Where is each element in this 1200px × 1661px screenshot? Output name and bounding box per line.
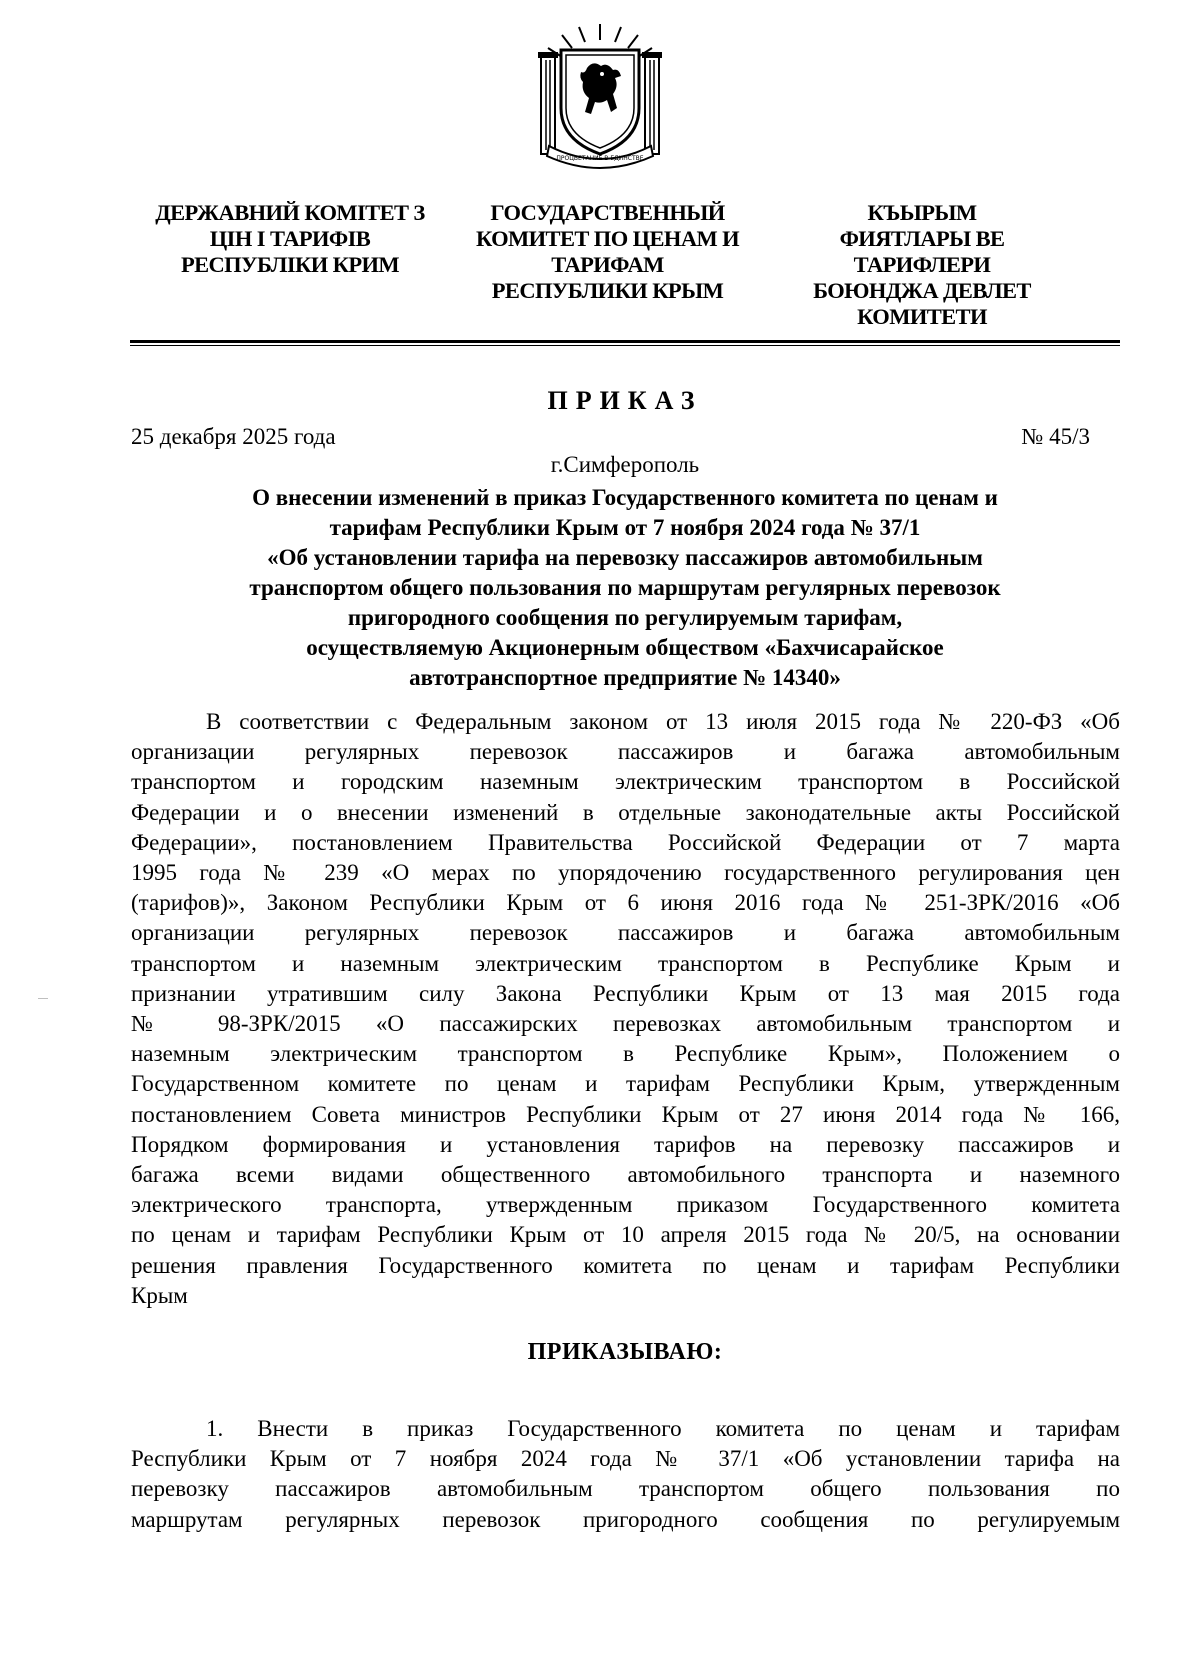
preamble-line: В соответствии с Федеральным законом от 13 июля 2015 года № 220-ФЗ «Об <box>206 709 1120 734</box>
preamble-line: багажа всеми видами общественного автомобильного транспорта и наземного <box>131 1162 1120 1188</box>
preamble-line: Порядком формирования и установления тарифов на перевозку пассажиров и <box>131 1131 1120 1157</box>
preamble-line: (тарифов)», Законом Республики Крым от 6 июня 2016 года № 251-ЗРК/2016 «Об <box>131 890 1120 916</box>
document-city: г.Симферополь <box>550 452 700 477</box>
header-ua-line: ДЕРЖАВНИЙ КОМІТЕТ З <box>155 200 425 225</box>
preamble-paragraph <box>131 707 1120 1311</box>
header-ua-line: РЕСПУБЛІКИ КРИМ <box>180 252 400 277</box>
preamble-line: организации регулярных перевозок пассажиров и багажа автомобильным <box>131 920 1120 946</box>
item1-line: 1. Внести в приказ Государственного комитета по ценам и тарифам <box>206 1416 1120 1441</box>
subject-line: О внесении изменений в приказ Государственного комитета по ценам и <box>252 485 998 510</box>
subject-line: «Об установлении тарифа на перевозку пассажиров автомобильным <box>267 545 983 570</box>
order-item-1 <box>131 1414 1120 1535</box>
item1-line: перевозку пассажиров автомобильным транспортом общего пользования по <box>131 1476 1120 1502</box>
header-ct-line: БОЮНДЖА ДЕВЛЕТ <box>813 278 1031 303</box>
header-ct-line: КЪЫРЫМ <box>867 200 977 225</box>
header-russian <box>455 200 760 304</box>
header-ru-line: ТАРИФАМ <box>551 252 664 277</box>
preamble-line: наземным электрическим транспортом в Республике Крым», Положением о <box>131 1041 1120 1067</box>
header-divider-thin <box>130 345 1120 346</box>
preamble-line: решения правления Государственного комитета по ценам и тарифам Республики <box>131 1252 1120 1278</box>
preamble-line: постановлением Совета министров Республики Крым от 27 июня 2014 года № 166, <box>131 1101 1120 1127</box>
preamble-line: 1995 года № 239 «О мерах по упорядочению государственного регулирования цен <box>131 860 1120 886</box>
preamble-line: № 98-ЗРК/2015 «О пассажирских перевозках автомобильным транспортом и <box>131 1011 1120 1037</box>
document-date: 25 декабря 2025 года <box>131 424 336 449</box>
subject-line: автотранспортное предприятие № 14340» <box>409 665 841 690</box>
header-ru-line: РЕСПУБЛИКИ КРЫМ <box>491 278 724 303</box>
preamble-line: транспортом и городским наземным электрическим транспортом в Российской <box>131 769 1120 795</box>
preamble-line: Федерации», постановлением Правительства Российской Федерации от 7 марта <box>131 829 1120 855</box>
header-ct-line: ФИЯТЛАРЫ ВЕ ТАРИФЛЕРИ <box>839 226 1005 277</box>
preamble-line: по ценам и тарифам Республики Крым от 10 апреля 2015 года № 20/5, на основании <box>131 1222 1120 1248</box>
subject-line: тарифам Республики Крым от 7 ноября 2024 года № 37/1 <box>329 515 921 540</box>
header-ua-line: ЦІН І ТАРИФІВ <box>209 226 371 251</box>
header-ru-line: КОМИТЕТ ПО ЦЕНАМ И <box>475 226 740 251</box>
preamble-line: организации регулярных перевозок пассажиров и багажа автомобильным <box>131 739 1120 765</box>
subject-line: пригородного сообщения по регулируемым тарифам, <box>347 605 903 630</box>
header-ukrainian <box>140 200 440 278</box>
preamble-line: электрического транспорта, утвержденным приказом Государственного комитета <box>131 1192 1120 1218</box>
item1-line: маршрутам регулярных перевозок пригородного сообщения по регулируемым <box>131 1506 1120 1532</box>
document-subject <box>150 483 1100 693</box>
preamble-line: Государственном комитете по ценам и тарифам Республики Крым, утвержденным <box>131 1071 1120 1097</box>
header-ru-line: ГОСУДАРСТВЕННЫЙ <box>490 200 725 225</box>
subject-line: транспортом общего пользования по маршрутам регулярных перевозок <box>249 575 1001 600</box>
preamble-line: Федерации и о внесении изменений в отдельные законодательные акты Российской <box>131 799 1120 825</box>
coat-of-arms-emblem <box>535 22 665 170</box>
header-ct-line: КОМИТЕТИ <box>857 304 987 329</box>
subject-line: осуществляемую Акционерным обществом «Бахчисарайское <box>306 635 944 660</box>
preamble-line: признании утратившим силу Закона Республики Крым от 13 мая 2015 года <box>131 980 1120 1006</box>
order-directive-heading: ПРИКАЗЫВАЮ: <box>527 1339 723 1365</box>
header-crimean-tatar <box>772 200 1072 330</box>
header-divider-thick <box>130 340 1120 343</box>
preamble-line: Крым <box>131 1282 188 1308</box>
item1-line: Республики Крым от 7 ноября 2024 года № 37/1 «Об установлении тарифа на <box>131 1446 1120 1472</box>
preamble-line: транспортом и наземным электрическим транспортом в Республике Крым и <box>131 950 1120 976</box>
document-type-title: ПРИКАЗ <box>547 386 703 415</box>
document-number: № 45/3 <box>1021 424 1090 449</box>
scan-edge-mark <box>38 998 48 999</box>
emblem-motto: ПРОЦВЕТАНИЕ В ЕДИНСТВЕ <box>556 155 644 162</box>
